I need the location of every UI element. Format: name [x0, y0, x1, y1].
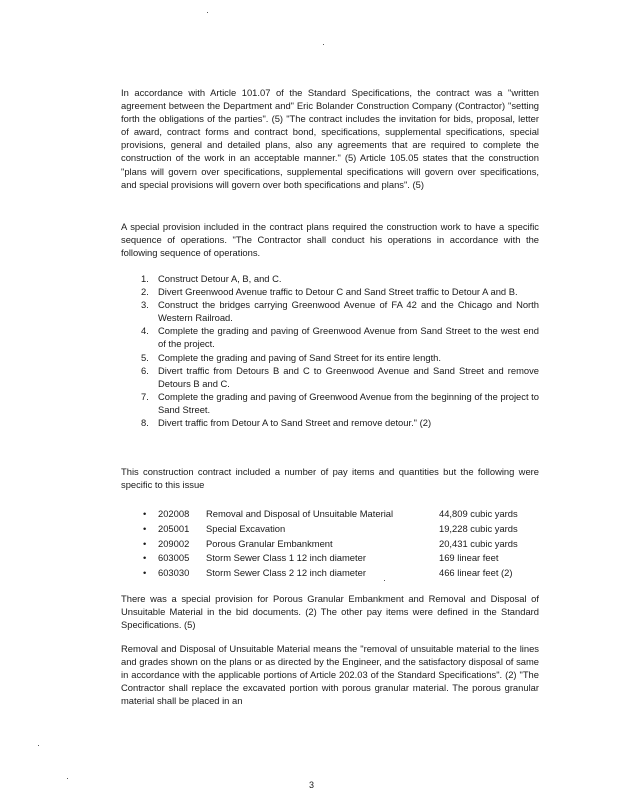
pay-item-code: 209002 — [158, 537, 190, 549]
pay-item-row — [121, 522, 539, 537]
pay-item-quantity: 466 linear feet (2) — [439, 567, 513, 579]
bullet-icon: • — [143, 552, 147, 564]
scan-speck — [67, 778, 68, 779]
paragraph-special-provision: There was a special provision for Porous Granular Embankment and Removal and Disposal of Unsuitable Material in the bid documents. (2) The other pay items were defined in the Standard Specifications. (5) — [121, 593, 539, 631]
list-item: 4. Complete the grading and paving of Greenwood Avenue from Sand Street to the west end of the project. — [141, 325, 539, 350]
paragraph-sequence-intro: A special provision included in the contract plans required the construction work to have a specific sequence of operations. "The Contractor shall conduct his operations in accordance with the following sequence of operations. — [121, 221, 539, 259]
pay-item-description: Special Excavation — [206, 522, 286, 534]
page-number: 3 — [309, 780, 315, 790]
paragraph-pay-items-intro: This construction contract included a number of pay items and quantities but the following were specific to this issue — [121, 466, 539, 491]
list-item: 8. Divert traffic from Detour A to Sand Street and remove detour." (2) — [141, 417, 432, 429]
list-item: 2. Divert Greenwood Avenue traffic to Detour C and Sand Street traffic to Detour A and B. — [141, 286, 518, 298]
scan-speck — [207, 12, 208, 13]
pay-item-description: Storm Sewer Class 1 12 inch diameter — [206, 552, 366, 564]
pay-item-quantity: 20,431 cubic yards — [439, 537, 518, 549]
pay-item-description: Removal and Disposal of Unsuitable Material — [206, 508, 394, 519]
pay-item-description: Storm Sewer Class 2 12 inch diameter — [206, 567, 366, 579]
pay-item-code: 202008 — [158, 508, 190, 519]
sequence-list — [121, 272, 539, 429]
pay-item-row — [121, 507, 539, 522]
list-item: 5. Complete the grading and paving of Sand Street for its entire length. — [141, 351, 441, 363]
pay-item-code: 603005 — [158, 552, 190, 564]
bullet-icon: • — [143, 522, 147, 534]
pay-item-row — [121, 537, 539, 552]
pay-item-code: 603030 — [158, 567, 190, 579]
list-item: 7. Complete the grading and paving of Greenwood Avenue from the beginning of the project to Sand Street. — [141, 390, 539, 415]
paragraph-removal-definition: Removal and Disposal of Unsuitable Material means the "removal of unsuitable material to the lines and grades shown on the plans or as directed by the Engineer, and the satisfactory disposal of same in accordance with the applicable portions of Article 202.03 of the Standard Specifications". (2) "The Contractor shall replace the excavated portion with porous granular material. The porous granular material shall be placed in an — [121, 643, 539, 707]
pay-item-description: Porous Granular Embankment — [206, 537, 333, 549]
pay-items-list — [121, 507, 539, 581]
list-item: 1. Construct Detour A, B, and C. — [141, 273, 282, 284]
scan-speck — [38, 745, 39, 746]
list-item: 6. Divert traffic from Detours B and C to Greenwood Avenue and Sand Street and remove Detours B and C. — [141, 364, 539, 389]
pay-item-quantity: 19,228 cubic yards — [439, 522, 518, 534]
paragraph-contract-definition: In accordance with Article 101.07 of the Standard Specifications, the contract was a "written agreement between the Department and" Eric Bolander Construction Company (Contractor) "setting forth the obligations of the parties". (5) "The contract includes the invitation for bids, proposal, letter of award, contract forms and contract bond, specifications, supplemental specifications, special provisions, general and detailed plans, also any agreements that are required to complete the construction of the work in an acceptable manner." (5) Article 105.05 states that the construction "plans will govern over specifications, supplemental specifications will govern over specifications, and special provisions will govern over both specifications and plans". (5) — [121, 87, 539, 190]
bullet-icon: • — [143, 567, 147, 579]
list-item: 3. Construct the bridges carrying Greenwood Avenue of FA 42 and the Chicago and North Western Railroad. — [141, 299, 539, 324]
bullet-icon: • — [143, 508, 147, 519]
scan-speck — [323, 44, 324, 45]
bullet-icon: • — [143, 537, 147, 549]
pay-item-row — [121, 551, 539, 566]
pay-item-quantity: 169 linear feet — [439, 552, 499, 564]
pay-item-quantity: 44,809 cubic yards — [439, 508, 518, 519]
pay-item-row — [121, 566, 539, 581]
pay-item-code: 205001 — [158, 522, 190, 534]
